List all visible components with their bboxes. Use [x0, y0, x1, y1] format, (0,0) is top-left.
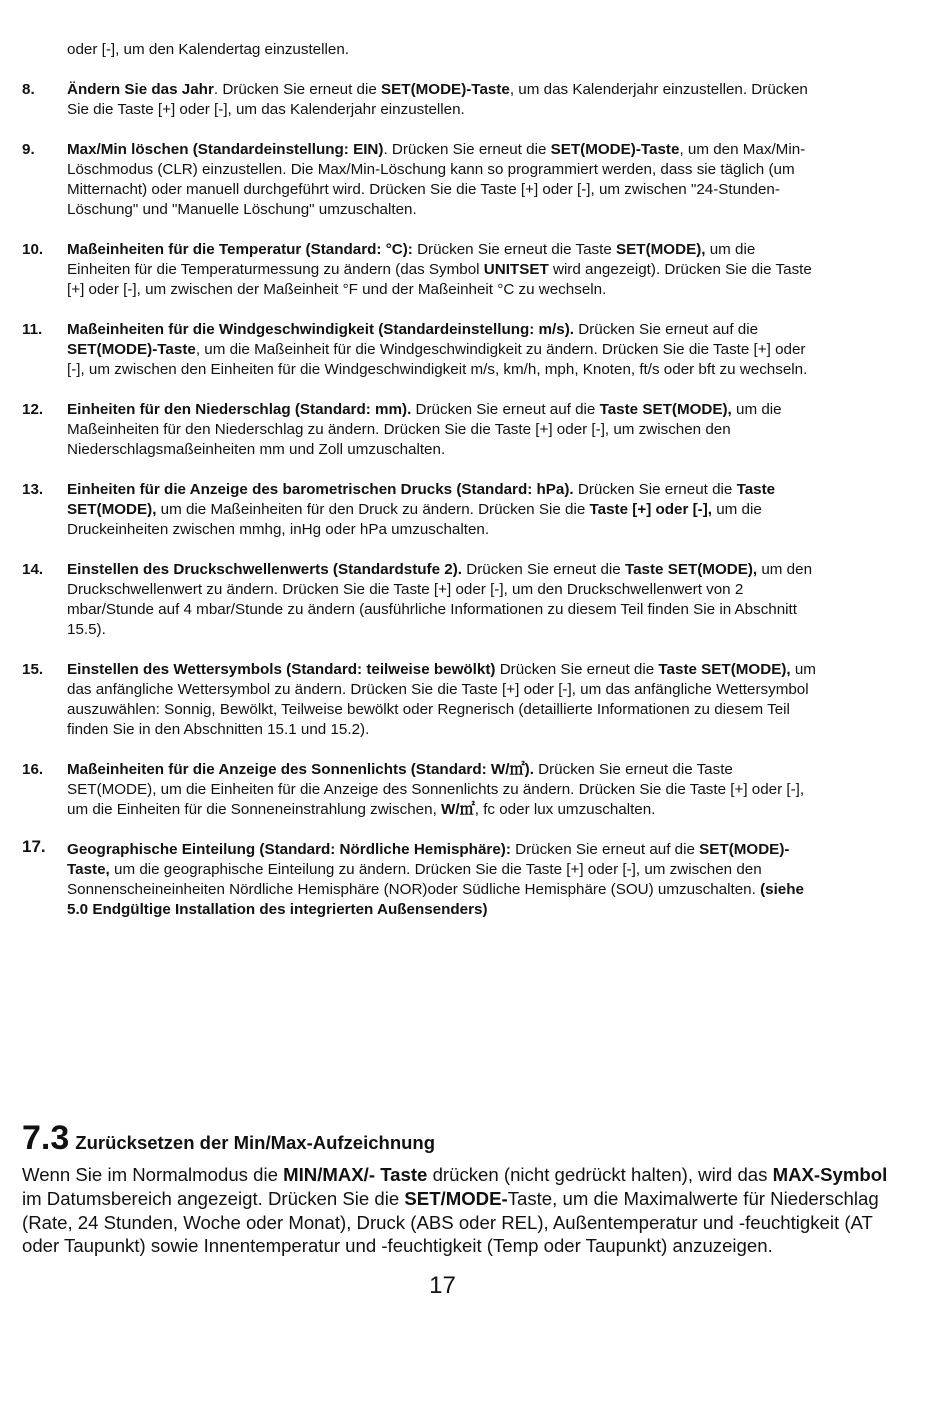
item-body: Drücken Sie erneut auf die	[510, 841, 700, 858]
item-text	[67, 240, 822, 300]
item-body: , fc oder lux umzuschalten.	[474, 801, 656, 818]
section-number: 7.3	[22, 1119, 70, 1157]
item-body: Drücken Sie erneut die	[573, 481, 737, 498]
list-item-8	[22, 80, 822, 120]
item-emphasis: SET(MODE)-Taste	[381, 81, 510, 98]
item-number: 13.	[22, 481, 44, 498]
item-body: Drücken Sie erneut die	[495, 661, 659, 678]
item-emphasis: SET(MODE),	[616, 241, 706, 258]
item-number: 17.	[22, 837, 46, 856]
item-body: um die geographische Einteilung zu ändern. Drücken Sie die Taste [+] oder [-], um zwischen den Sonnenscheineinheiten Nördliche Hemisphäre (NOR)oder Südliche Hemisphäre (SOU) umzuschalten.	[67, 861, 762, 898]
item-emphasis: UNITSET	[483, 261, 549, 278]
item-body: Drücken Sie erneut die Taste SET(MODE), um die Einheiten für die Anzeige des Sonnenlichts zu ändern. Drücken Sie die Taste [+] oder [-], um die Einheiten für die Sonneneinstrahlung zwischen,	[67, 761, 805, 818]
item-body: um das anfängliche Wettersymbol zu ändern. Drücken Sie die Taste [+] oder [-], um das anfängliche Wettersymbol auszuwählen: Sonnig, Bewölkt, Teilweise bewölkt oder Regnerisch (detaillierte Informationen zu diesem Teil finden Sie in den Abschnitten 15.1 und 15.2).	[67, 661, 816, 738]
page-number: 17	[429, 1272, 456, 1299]
section-heading	[22, 1118, 892, 1165]
item-number: 9.	[22, 141, 35, 158]
item-heading: Maßeinheiten für die Anzeige des Sonnenlichts (Standard: W/㎡).	[67, 761, 534, 778]
item-heading: Einstellen des Wettersymbols (Standard: teilweise bewölkt)	[67, 661, 496, 678]
item-heading: Max/Min löschen (Standardeinstellung: EIN)	[67, 141, 384, 158]
item-text	[67, 760, 822, 820]
item-body: um die Maßeinheiten für den Niederschlag zu ändern. Drücken Sie die Taste [+] oder [-], um zwischen den Niederschlagsmaßeinheiten mm und Zoll umzuschalten.	[67, 401, 782, 458]
section-text: Wenn Sie im Normalmodus die	[22, 1164, 284, 1185]
item-body: , um die Maßeinheit für die Windgeschwindigkeit zu ändern. Drücken Sie die Taste [+] oder [-], um zwischen den Einheiten für die Windgeschwindigkeit m/s, km/h, mph, Knoten, ft/s oder bft zu wechseln.	[67, 341, 808, 378]
item-body: . Drücken Sie erneut die	[213, 81, 382, 98]
item-body: wird angezeigt). Drücken Sie die Taste [+] oder [-], um zwischen der Maßeinheit °F und der Maßeinheit °C zu wechseln.	[67, 261, 812, 298]
list-item-17	[22, 837, 822, 920]
item-emphasis: Taste [+] oder [-],	[589, 501, 713, 518]
item-number: 12.	[22, 401, 44, 418]
section-emphasis: SET/MODE-	[404, 1187, 508, 1209]
item-body: um den Druckschwellenwert zu ändern. Drücken Sie die Taste [+] oder [-], um den Druckschwellenwert von 2 mbar/Stunde auf 4 mbar/Stunde zu ändern (ausführliche Informationen zu diesem Teil finden Sie in Abschnitt 15.5).	[67, 561, 813, 638]
item-text	[67, 840, 822, 920]
item-number: 10.	[22, 241, 44, 258]
section-emphasis: MAX-Symbol	[772, 1164, 888, 1185]
item-heading: Maßeinheiten für die Windgeschwindigkeit (Standardeinstellung: m/s).	[67, 321, 575, 338]
item-emphasis: Taste SET(MODE),	[624, 561, 758, 578]
item-text	[67, 400, 822, 460]
section-emphasis: MIN/MAX/- Taste	[283, 1164, 428, 1185]
item-text	[67, 560, 822, 640]
item-text	[67, 140, 822, 220]
list-item-12	[22, 400, 822, 460]
item-body: Drücken Sie erneut auf die	[574, 321, 759, 338]
list-item-11	[22, 320, 822, 380]
item-emphasis: Taste SET(MODE),	[599, 401, 732, 418]
section-text: drücken (nicht gedrückt halten), wird das	[427, 1164, 773, 1185]
item-heading: Geographische Einteilung (Standard: Nördliche Hemisphäre):	[67, 841, 511, 858]
instruction-list	[22, 80, 822, 940]
item-emphasis: SET(MODE)-Taste,	[67, 841, 790, 878]
list-item-15	[22, 660, 822, 740]
item-body: Drücken Sie erneut auf die	[411, 401, 600, 418]
item-body: Drücken Sie erneut die	[462, 561, 625, 578]
item-body: Drücken Sie erneut die Taste	[412, 241, 617, 258]
item-body: um die Maßeinheiten für den Druck zu ändern. Drücken Sie die	[156, 501, 590, 518]
item-number: 15.	[22, 661, 44, 678]
section-text: im Datumsbereich angezeigt. Drücken Sie die	[22, 1187, 405, 1209]
item-heading: Einstellen des Druckschwellenwerts (Standardstufe 2).	[67, 561, 462, 578]
list-item-10	[22, 240, 822, 300]
item-body: . Drücken Sie erneut die	[383, 141, 551, 158]
item-emphasis: (siehe 5.0 Endgültige Installation des integrierten Außensenders)	[67, 881, 804, 918]
item-emphasis: Taste SET(MODE),	[67, 481, 776, 518]
item-body: um die Einheiten für die Temperaturmessung zu ändern (das Symbol	[67, 241, 756, 278]
section-text: Taste, um die Maximalwerte für Niederschlag (Rate, 24 Stunden, Woche oder Monat), Druck (ABS oder REL), Außentemperatur und -feuchtigkeit (AT oder Taupunkt) sowie Innentemperatur und -feuchtigkeit (Temp oder Taupunkt) anzuzeigen.	[22, 1187, 879, 1257]
list-item-9	[22, 140, 822, 220]
continuation-line: oder [-], um den Kalendertag einzustellen.	[67, 41, 349, 58]
item-text	[67, 660, 822, 740]
item-number: 8.	[22, 81, 35, 98]
item-heading: Einheiten für die Anzeige des barometrischen Drucks (Standard: hPa).	[67, 481, 574, 498]
list-item-14	[22, 560, 822, 640]
item-number: 14.	[22, 561, 44, 578]
section-body	[22, 1163, 892, 1258]
item-heading: Einheiten für den Niederschlag (Standard: mm).	[67, 401, 412, 418]
item-emphasis: W/㎡	[441, 801, 475, 818]
section-title: Zurücksetzen der Min/Max-Aufzeichnung	[75, 1132, 436, 1153]
item-body: , um das Kalenderjahr einzustellen. Drücken Sie die Taste [+] oder [-], um das Kalenderjahr einzustellen.	[67, 81, 808, 118]
item-number: 11.	[22, 321, 43, 338]
item-emphasis: SET(MODE)-Taste	[550, 141, 680, 158]
item-text	[67, 320, 822, 380]
item-number: 16.	[22, 761, 44, 778]
item-emphasis: Taste SET(MODE),	[658, 661, 791, 678]
item-heading: Maßeinheiten für die Temperatur (Standard: °C):	[67, 241, 413, 258]
item-body: um die Druckeinheiten zwischen mmhg, inHg oder hPa umzuschalten.	[67, 501, 762, 538]
section-7-3	[22, 1118, 892, 1258]
item-text	[67, 80, 822, 120]
item-emphasis: SET(MODE)-Taste	[67, 341, 196, 358]
item-heading: Ändern Sie das Jahr	[67, 81, 214, 98]
list-item-13	[22, 480, 822, 540]
item-text	[67, 480, 822, 540]
item-body: , um den Max/Min-Löschmodus (CLR) einzustellen. Die Max/Min-Löschung kann so programmiert werden, dass sie täglich (um Mitternacht) oder manuell durchgeführt wird. Drücken Sie die Taste [+] oder [-], um zwischen "24-Stunden-Löschung" und "Manuelle Löschung" umzuschalten.	[67, 141, 806, 218]
list-item-16	[22, 760, 822, 820]
